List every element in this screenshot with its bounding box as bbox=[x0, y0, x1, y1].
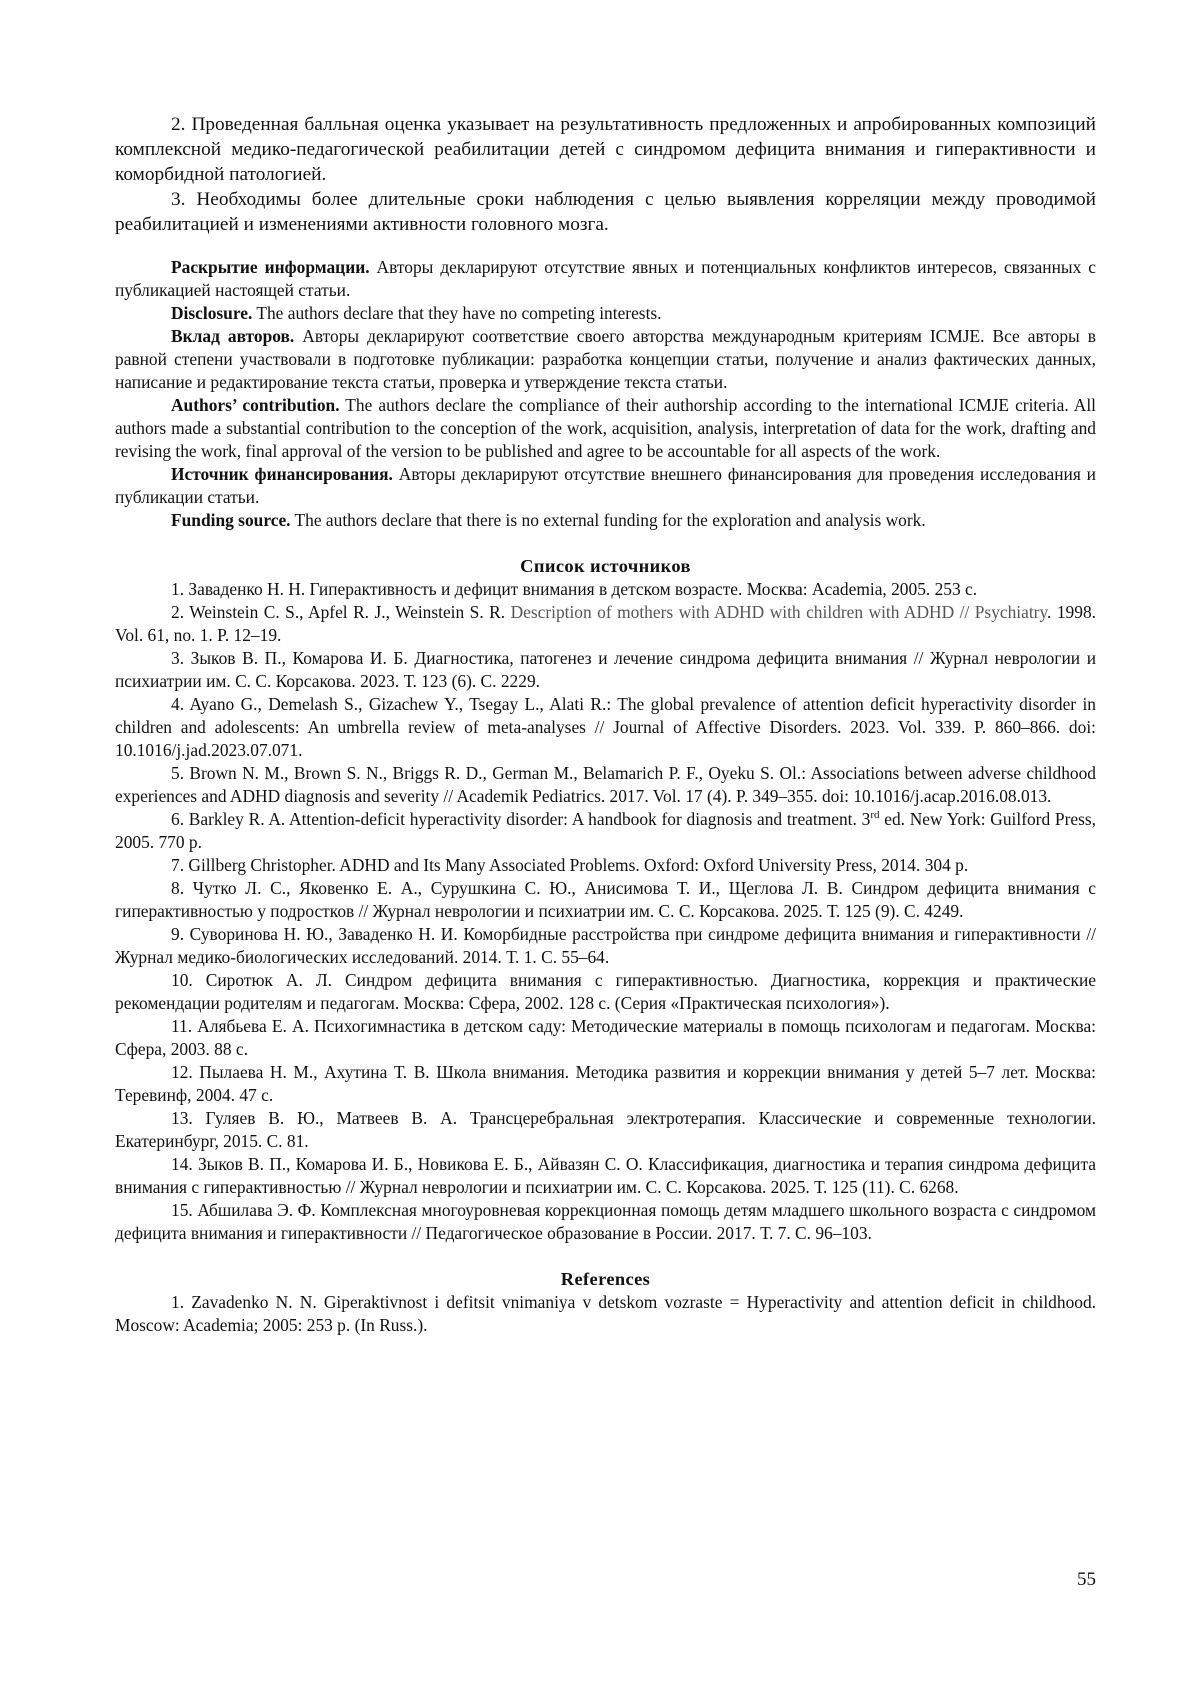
disclosure-label: Disclosure. bbox=[171, 303, 253, 323]
source-item: 12. Пылаева Н. М., Ахутина Т. В. Школа внимания. Методика развития и коррекции внимания у детей 5–7 лет. Москва: Теревинф, 2004. 47 с. bbox=[115, 1062, 1096, 1105]
source-item: 10. Сиротюк А. Л. Синдром дефицита внимания с гиперактивностью. Диагностика, коррекция и практические рекомендации родителям и педагогам. Москва: Сфера, 2002. 128 с. (Серия «Практическая психология»). bbox=[115, 970, 1096, 1013]
source-item: 7. Gillberg Christopher. ADHD and Its Many Associated Problems. Oxford: Oxford University Press, 2014. 304 p. bbox=[171, 855, 969, 875]
disclosure-text: Авторы декларируют отсутствие явных и потенциальных конфликтов интересов, связанных с публикацией настоящей статьи. bbox=[115, 257, 1096, 300]
source-item: 11. Алябьева Е. А. Психогимнастика в детском саду: Методические материалы в помощь психологам и педагогам. Москва: Сфера, 2003. 88 с. bbox=[115, 1016, 1096, 1059]
conclusions-section bbox=[115, 112, 1096, 237]
disclosure-text: The authors declare that they have no competing interests. bbox=[252, 303, 662, 323]
source-text: . 1998. Vol. 61, no. 1. P. 12–19. bbox=[115, 602, 1096, 645]
source-item: 4. Ayano G., Demelash S., Gizachew Y., Tsegay L., Alati R.: The global prevalence of attention deficit hyperactivity disorder in children and adolescents: An umbrella review of meta-analyses // Journal of Affective Disorders. 2023. Vol. 339. P. 860–866. doi: 10.1016/j.jad.2023.07.071. bbox=[115, 694, 1096, 760]
disclosure-text: Авторы декларируют соответствие своего авторства международным критериям ICMJE. Все авторы в равной степени участвовали в подготовке публикации: разработка концепции статьи, получение и анализ фактических данных, написание и редактирование текста статьи, проверка и утверждение текста статьи. bbox=[115, 326, 1096, 392]
disclosure-section bbox=[115, 256, 1096, 532]
sources-list bbox=[115, 578, 1096, 1245]
disclosure-label: Раскрытие информации. bbox=[171, 257, 370, 277]
page-body bbox=[115, 112, 1096, 1337]
source-item: 14. Зыков В. П., Комарова И. Б., Новикова Е. Б., Айвазян С. О. Классификация, диагностика и терапия синдрома дефицита внимания с гиперактивностью // Журнал неврологии и психиатрии им. С. С. Корсакова. 2025. Т. 125 (11). С. 6268. bbox=[115, 1154, 1096, 1197]
edition-superscript: rd bbox=[870, 809, 880, 822]
disclosure-paragraph bbox=[115, 325, 1096, 394]
source-item: 13. Гуляев В. Ю., Матвеев В. А. Трансцеребральная электротерапия. Классические и современные технологии. Екатеринбург, 2015. С. 81. bbox=[115, 1108, 1096, 1151]
source-item: 5. Brown N. M., Brown S. N., Briggs R. D., German M., Belamarich P. F., Oyeku S. Ol.: Associations between adverse childhood experiences and ADHD diagnosis and severity // Academik Pediatrics. 2017. Vol. 17 (4). P. 349–355. doi: 10.1016/j.acap.2016.08.013. bbox=[115, 763, 1096, 806]
conclusion-item: 3. Необходимы более длительные сроки наблюдения с целью выявления корреляции между проводимой реабилитацией и изменениями активности головного мозга. bbox=[115, 189, 1096, 235]
disclosure-paragraph bbox=[115, 394, 1096, 463]
source-item bbox=[115, 601, 1096, 647]
disclosure-text: The authors declare the compliance of their authorship according to the international ICMJE criteria. All authors made a substantial contribution to the conception of the work, acquisition, analysis, interpretation of data for the work, drafting and revising the work, final approval of the version to be published and agree to be accountable for all aspects of the work. bbox=[115, 395, 1096, 461]
source-item bbox=[115, 808, 1096, 854]
source-item: 1. Заваденко Н. Н. Гиперактивность и дефицит внимания в детском возрасте. Москва: Academia, 2005. 253 с. bbox=[171, 579, 978, 599]
source-item: 3. Зыков В. П., Комарова И. Б. Диагностика, патогенез и лечение синдрома дефицита внимания // Журнал неврологии и психиатрии им. С. С. Корсакова. 2023. Т. 123 (6). С. 2229. bbox=[115, 648, 1096, 691]
source-item: 8. Чутко Л. С., Яковенко Е. А., Сурушкина С. Ю., Анисимова Т. И., Щеглова Л. В. Синдром дефицита внимания с гиперактивностью у подростков // Журнал неврологии и психиатрии им. С. С. Корсакова. 2025. Т. 125 (9). С. 4249. bbox=[115, 878, 1096, 921]
reference-item: 1. Zavadenko N. N. Giperaktivnost i defitsit vnimaniya v detskom vozraste = Hyperactivity and attention deficit in childhood. Moscow: Academia; 2005: 253 p. (In Russ.). bbox=[115, 1292, 1096, 1335]
disclosure-label: Funding source. bbox=[171, 510, 291, 530]
disclosure-paragraph bbox=[115, 509, 1096, 532]
disclosure-label: Authors’ contribution. bbox=[171, 395, 340, 415]
references-list bbox=[115, 1291, 1096, 1337]
disclosure-label: Источник финансирования. bbox=[171, 464, 393, 484]
disclosure-paragraph bbox=[115, 256, 1096, 302]
sources-heading: Список источников bbox=[520, 556, 691, 576]
references-heading: References bbox=[560, 1269, 651, 1289]
disclosure-paragraph bbox=[115, 463, 1096, 509]
disclosure-label: Вклад авторов. bbox=[171, 326, 295, 346]
disclosure-text: Авторы декларируют отсутствие внешнего финансирования для проведения исследования и публикации статьи. bbox=[115, 464, 1096, 507]
disclosure-text: The authors declare that there is no external funding for the exploration and analysis work. bbox=[290, 510, 926, 530]
source-text: ed. New York: Guilford Press, 2005. 770 p. bbox=[115, 809, 1096, 852]
source-link[interactable]: Description of mothers with ADHD with children with ADHD // Psychiatry bbox=[510, 602, 1048, 622]
source-text: 6. Barkley R. A. Attention-deficit hyperactivity disorder: A handbook for diagnosis and treatment. 3 bbox=[171, 809, 871, 829]
disclosure-paragraph bbox=[115, 302, 1096, 325]
source-text: 2. Weinstein C. S., Apfel R. J., Weinstein S. R. bbox=[171, 602, 511, 622]
page-number: 55 bbox=[1077, 1569, 1096, 1590]
source-item: 15. Абшилава Э. Ф. Комплексная многоуровневая коррекционная помощь детям младшего школьного возраста с синдромом дефицита внимания и гиперактивности // Педагогическое образование в России. 2017. Т. 7. С. 96–103. bbox=[115, 1200, 1096, 1243]
conclusion-item: 2. Проведенная балльная оценка указывает на результативность предложенных и апробированных композиций комплексной медико-педагогической реабилитации детей с синдромом дефицита внимания и гиперактивности и коморбидной патологией. bbox=[115, 114, 1096, 185]
source-item: 9. Суворинова Н. Ю., Заваденко Н. И. Коморбидные расстройства при синдроме дефицита внимания и гиперактивности // Журнал медико-биологических исследований. 2014. Т. 1. С. 55–64. bbox=[115, 924, 1096, 967]
